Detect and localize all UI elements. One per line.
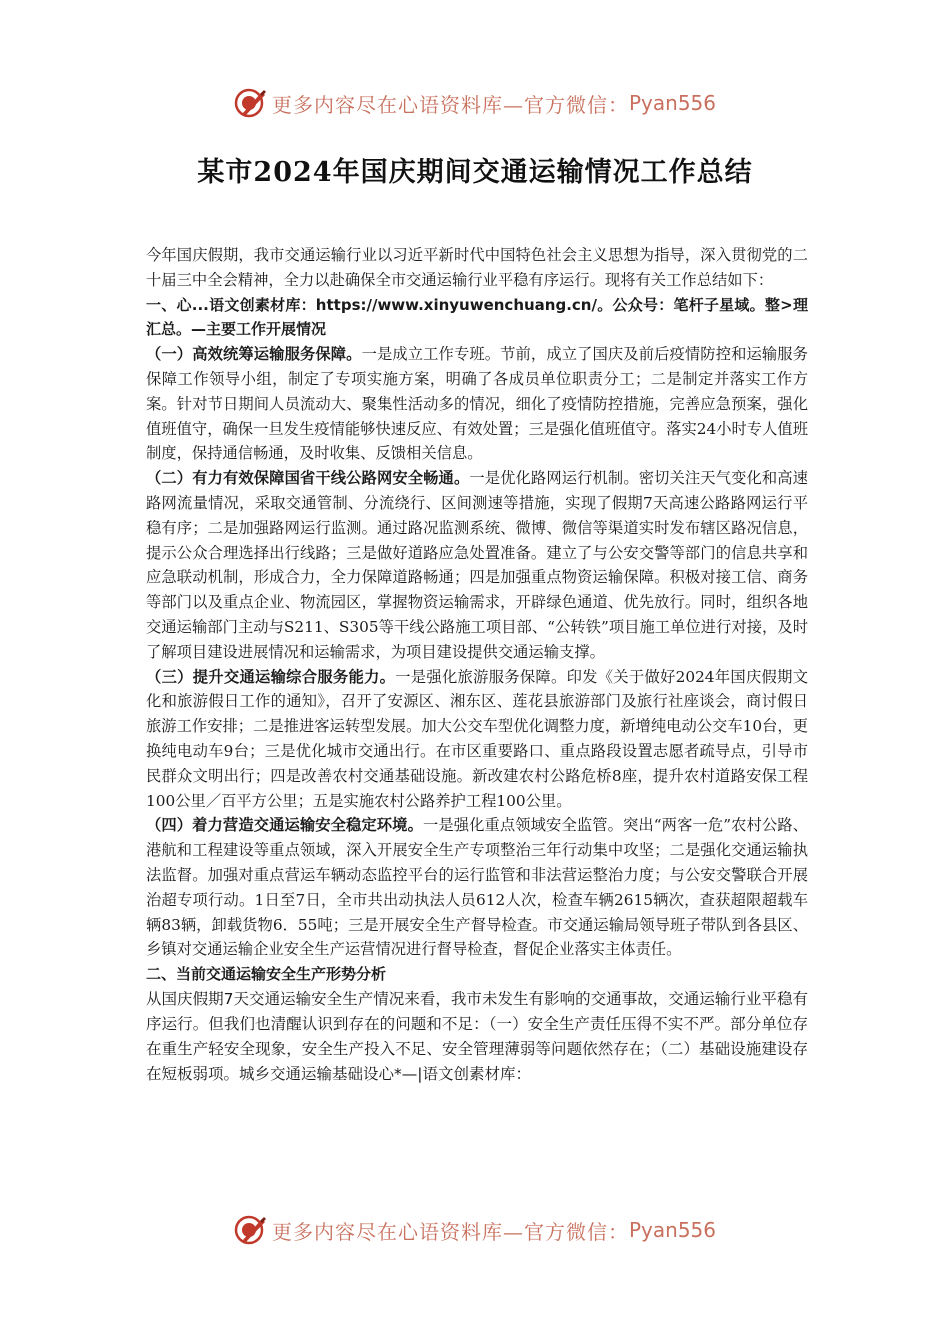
page-title: 某市2024年国庆期间交通运输情况工作总结 [197,157,753,188]
pen-logo-icon [234,86,268,120]
footer-banner [0,1210,950,1250]
intro-paragraph: 今年国庆假期，我市交通运输行业以习近平新时代中国特色社会主义思想为指导，深入贯彻党的二十届三中全会精神，全力以赴确保全市交通运输行业平稳有序运行。现将有关工作总结如下： [146,246,808,289]
banner-wechat-id: Pyan556 [628,91,716,115]
pen-logo-icon [234,1213,268,1247]
item-text: 一是成立工作专班。节前，成立了国庆及前后疫情防控和运输服务保障工作领导小组，制定了专项实施方案，明确了各成员单位职责分工；二是制定并落实工作方案。针对节日期间人员流动大、聚集性活动多的情况，细化了疫情防控措施，完善应急预案，强化值班值守，确保一旦发生疫情能够快速反应、有效处置；三是强化值班值守。落实24小时专人值班制度，保持通信畅通，及时收集、反馈相关信息。 [146,345,808,463]
item-paragraph [146,813,808,962]
item-paragraph [146,342,808,466]
item-label: （二）有力有效保障国省干线公路网安全畅通。 [146,469,470,488]
item-paragraph [146,466,808,664]
item-label: （四）着力营造交通运输安全稳定环境。 [146,816,423,835]
banner-text: 更多内容尽在心语资料库—官方微信： [271,92,629,117]
item-text: 一是强化旅游服务保障。印发《关于做好2024年国庆假期文化和旅游假日工作的通知》，召开了安源区、湘东区、莲花县旅游部门及旅行社座谈会，商讨假日旅游工作安排；二是推进客运转型发展。加大公交车型优化调整力度，新增纯电动公交车10台，更换纯电动车9台；三是优化城市交通出行。在市区重要路口、重点路段设置志愿者疏导点，引导市民群众文明出行；四是改善农村交通基础设施。新改建农村公路危桥8座，提升农村道路安保工程100公里／百平方公里；五是实施农村公路养护工程100公里。 [146,667,808,810]
item-text: 一是优化路网运行机制。密切关注天气变化和高速路网流量情况，采取交通管制、分流绕行、区间测速等措施，实现了假期7天高速公路路网运行平稳有序；二是加强路网运行监测。通过路况监测系统、微博、微信等渠道实时发布辖区路况信息，提示公众合理选择出行线路；三是做好道路应急处置准备。建立了与公安交警等部门的信息共享和应急联动机制，形成合力，全力保障道路畅通；四是加强重点物资运输保障。积极对接工信、商务等部门以及重点企业、物流园区，掌握物资运输需求，开辟绿色通道、优先放行。同时，组织各地交通运输部门主动与S211、S305等干线公路施工项目部、“公转铁”项目施工单位进行对接，及时了解项目建设进展情况和运输需求，为项目建设提供交通运输支撑。 [146,469,808,661]
document-body [146,243,808,1087]
section-1-heading: 一、心...语文创素材库：https://www.xinyuwenchuang.cn/。公众号：笔杆子星域。整>理汇总。—主要工作开展情况 [146,295,808,339]
section-2-paragraph: 从国庆假期7天交通运输安全生产情况来看，我市未发生有影响的交通事故，交通运输行业平稳有序运行。但我们也清醒认识到存在的问题和不足：（一）安全生产责任压得不实不严。部分单位存在重生产轻安全现象，安全生产投入不足、安全管理薄弱等问题依然存在；（二）基础设施建设存在短板弱项。城乡交通运输基础设心*—|语文创素材库： [146,989,808,1083]
item-text: 一是强化重点领域安全监管。突出“两客一危”农村公路、港航和工程建设等重点领域，深入开展安全生产专项整治三年行动集中攻坚；二是强化交通运输执法监督。加强对重点营运车辆动态监控平台的运行监管和非法营运整治力度；与公安交警联合开展治超专项行动。1日至7日，全市共出动执法人员612人次，检查车辆2615辆次，查获超限超载车辆83辆，卸载货物6．55吨；三是开展安全生产督导检查。市交通运输局领导班子带队到各县区、乡镇对交通运输企业安全生产运营情况进行督导检查，督促企业落实主体责任。 [146,816,808,959]
section-2-heading: 二、当前交通运输安全生产形势分析 [146,965,387,984]
item-paragraph [146,665,808,814]
header-banner [0,83,950,123]
item-label: （三）提升交通运输综合服务能力。 [146,667,396,686]
banner-wechat-id: Pyan556 [628,1218,716,1242]
banner-text: 更多内容尽在心语资料库—官方微信： [271,1219,629,1244]
item-label: （一）高效统筹运输服务保障。 [146,345,362,364]
